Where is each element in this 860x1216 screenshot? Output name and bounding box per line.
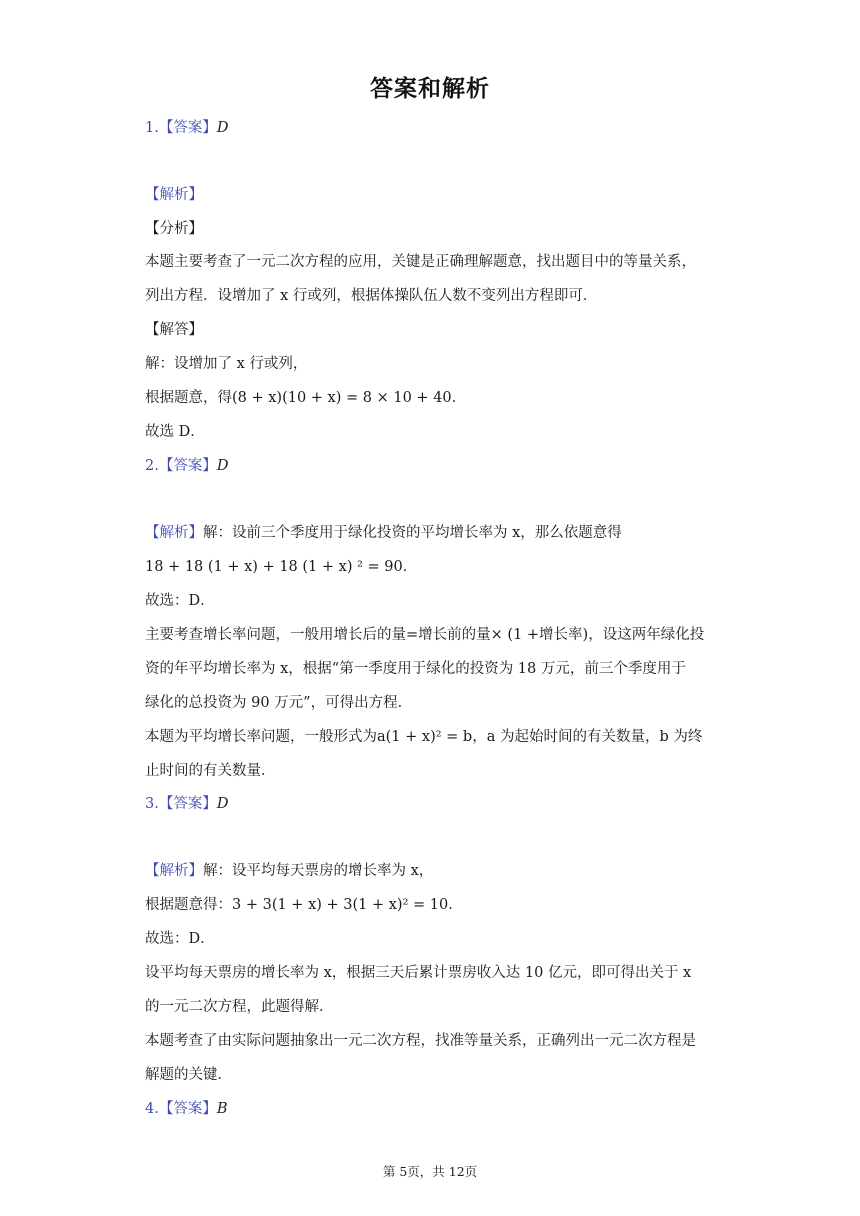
- q2-analysis-line: 绿化的总投资为 90 万元”，可得出方程．: [145, 695, 413, 711]
- q1-fenxi-heading: 【分析】: [145, 221, 203, 237]
- q2-equation: 18 + 18 (1 + x) + 18 (1 + x) ² = 90．: [145, 559, 418, 575]
- page-footer: 第 5页，共 12页: [382, 1164, 478, 1179]
- page-title: 答案和解析: [370, 76, 490, 102]
- q1-solution-line: 解：设增加了 x 行或列，: [145, 356, 308, 372]
- q4-answer-label: 4.【答案】: [145, 1101, 217, 1117]
- q1-equation: (8 + x)(10 + x) = 8 × 10 + 40．: [232, 390, 467, 406]
- q3-analysis-line: 解题的关键．: [145, 1067, 232, 1083]
- q3-equation-line: 根据题意得：3 + 3(1 + x) + 3(1 + x)² = 10．: [145, 897, 463, 913]
- q3-answer-label: 3.【答案】: [145, 796, 217, 812]
- q3-solution-text: 解：设平均每天票房的增长率为 x，: [203, 863, 434, 879]
- q2-jiexi-line: [145, 523, 725, 543]
- q3-analysis-line: 的一元二次方程，此题得解．: [145, 999, 334, 1015]
- q1-jieda-heading: 【解答】: [145, 322, 203, 338]
- q2-analysis-line: 止时间的有关数量．: [145, 763, 276, 779]
- q1-solution-line: [145, 388, 725, 408]
- q4-answer-value: B: [216, 1101, 228, 1117]
- q2-analysis-line: 本题为平均增长率问题，一般形式为a(1 + x)² = b，a 为起始时间的有关数量，b 为终: [145, 729, 703, 745]
- q2-analysis-line: 主要考查增长率问题，一般用增长后的量=增长前的量× (1 +增长率)，设这两年绿化投: [145, 627, 705, 643]
- q1-solution-line: 故选 D．: [145, 424, 205, 440]
- q2-answer-value: D: [216, 458, 229, 474]
- q4-answer-line: [145, 1099, 725, 1119]
- q1-analysis-line: 列出方程．设增加了 x 行或列，根据体操队伍人数不变列出方程即可．: [145, 288, 598, 304]
- q2-analysis-line: 资的年平均增长率为 x，根据“第一季度用于绿化的投资为 18 万元，前三个季度用于: [145, 661, 686, 677]
- q2-jiexi-heading: 【解析】: [145, 525, 203, 541]
- q1-answer-label: 1.【答案】: [145, 120, 217, 136]
- q1-analysis-line: 本题主要考查了一元二次方程的应用，关键是正确理解题意，找出题目中的等量关系，: [145, 254, 696, 270]
- q1-answer-value: D: [216, 120, 229, 136]
- q1-answer-line: [145, 118, 725, 138]
- q2-answer-label: 2.【答案】: [145, 458, 217, 474]
- q3-jiexi-line: [145, 861, 725, 881]
- q3-answer-line: [145, 794, 725, 814]
- q3-jiexi-heading: 【解析】: [145, 863, 203, 879]
- q3-analysis-line: 设平均每天票房的增长率为 x，根据三天后累计票房收入达 10 亿元，即可得出关于 x: [145, 965, 692, 981]
- q3-solution-line: 故选：D．: [145, 931, 215, 947]
- q3-answer-value: D: [216, 796, 229, 812]
- q2-answer-line: [145, 456, 725, 476]
- q2-solution-text: 解：设前三个季度用于绿化投资的平均增长率为 x，那么依题意得: [203, 525, 622, 541]
- q1-jiexi-heading: 【解析】: [145, 187, 203, 203]
- q1-solution-prefix: 根据题意，得: [145, 390, 232, 406]
- q2-solution-line: 故选：D．: [145, 593, 215, 609]
- q3-analysis-line: 本题考查了由实际问题抽象出一元二次方程，找准等量关系，正确列出一元二次方程是: [145, 1033, 696, 1049]
